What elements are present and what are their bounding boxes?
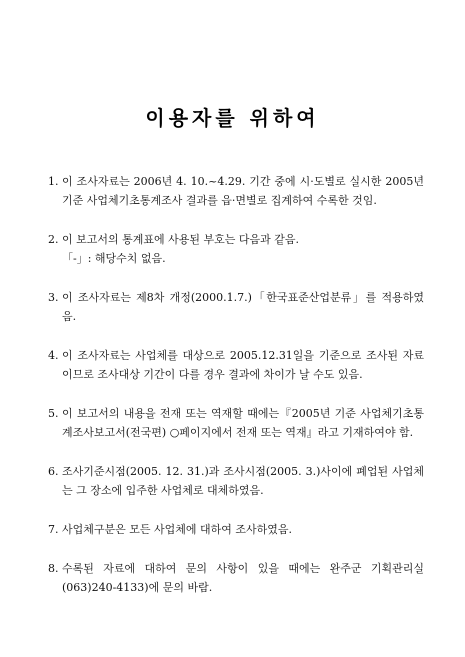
note-text: 조사기준시점(2005. 12. 31.)과 조사시점(2005. 3.)사이에 폐업된 사업체는 그 장소에 입주한 사업체로 대체하였음. (62, 465, 424, 497)
note-number: 4. (48, 349, 59, 362)
note-number: 2. (48, 233, 59, 246)
note-number: 6. (48, 465, 59, 478)
note-item-2 (48, 230, 424, 268)
note-subtext: 「-」: 해당수치 없음. (62, 252, 166, 265)
note-item-1 (48, 172, 424, 210)
page-title: 이용자를 위하여 (145, 106, 320, 130)
note-item-8 (48, 559, 424, 597)
note-text: 이 조사자료는 2006년 4. 10.~4.29. 기간 중에 시·도별로 실시한 2005년 기준 사업체기초통계조사 결과를 읍·면별로 집계하여 수록한 것임. (62, 175, 424, 207)
note-text: 이 조사자료는 제8차 개정(2000.1.7.)「한국표준산업분류」를 적용하였음. (62, 291, 424, 323)
note-number: 3. (48, 291, 59, 304)
note-text: 수록된 자료에 대하여 문의 사항이 있을 때에는 완주군 기획관리실(063)240-4133)에 문의 바람. (62, 562, 424, 594)
note-text: 사업체구분은 모든 사업체에 대하여 조사하였음. (62, 523, 293, 536)
note-number: 7. (48, 523, 59, 536)
note-text: 이 보고서의 통계표에 사용된 부호는 다음과 같음. (62, 233, 299, 246)
note-item-4 (48, 346, 424, 384)
note-item-5 (48, 404, 424, 442)
note-number: 1. (48, 175, 59, 188)
note-text: 이 조사자료는 사업체를 대상으로 2005.12.31일을 기준으로 조사된 자료이므로 조사대상 기간이 다를 경우 결과에 차이가 날 수도 있음. (62, 349, 424, 381)
note-item-6 (48, 462, 424, 500)
note-item-3 (48, 288, 424, 326)
note-item-7 (48, 520, 424, 539)
note-number: 5. (48, 407, 59, 420)
note-text: 이 보고서의 내용을 전재 또는 역재할 때에는『2005년 기준 사업체기초통계조사보고서(전국편) ○페이지에서 전재 또는 역재』라고 기재하여야 함. (62, 407, 424, 439)
note-number: 8. (48, 562, 59, 575)
notes-list (48, 172, 424, 617)
